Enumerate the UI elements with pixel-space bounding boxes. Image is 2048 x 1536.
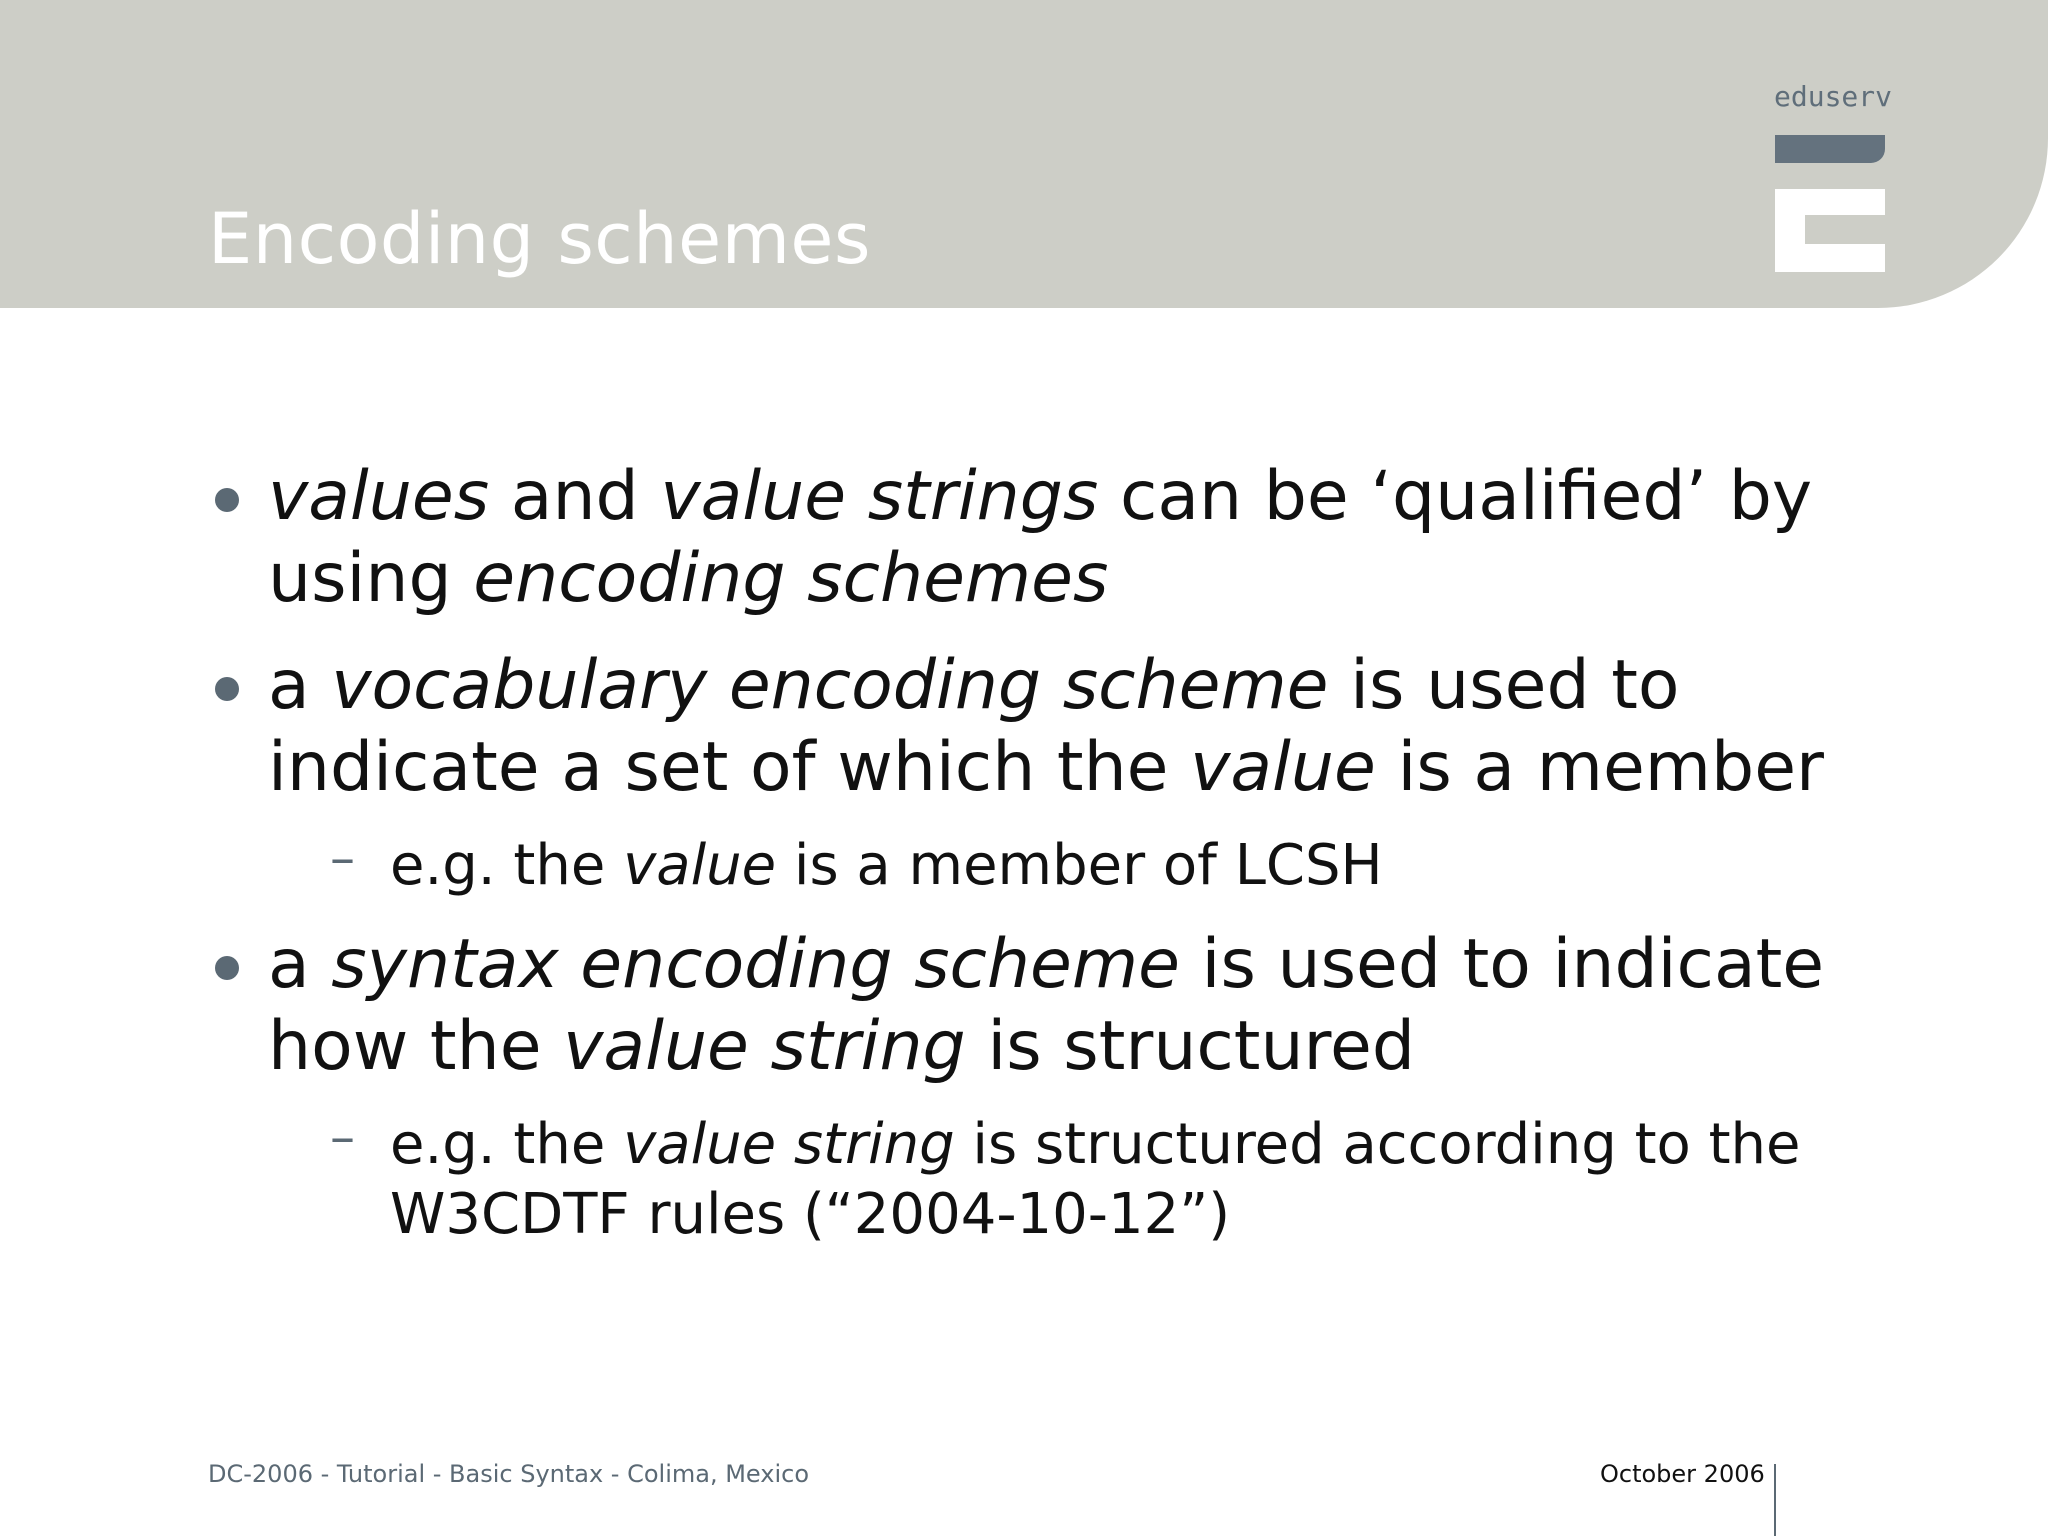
sub-bullet-dash-icon: – <box>330 829 355 887</box>
bullet-2-sub-line-1 <box>390 831 1383 901</box>
bullet-3-sub-line-1 <box>390 1110 1801 1180</box>
text-run: syntax encoding scheme <box>331 925 1180 1004</box>
bullet-3-sub-line-2 <box>390 1180 1230 1250</box>
text-run: can be ‘qualified’ by <box>1098 457 1813 536</box>
text-run: how the <box>268 1007 564 1086</box>
text-run: a <box>268 646 332 725</box>
text-run: e.g. the <box>390 1112 624 1177</box>
bullet-dot-icon <box>215 956 239 980</box>
text-run: value string <box>623 1112 955 1177</box>
bullet-1-line-2 <box>268 538 1108 620</box>
text-run: a <box>268 925 332 1004</box>
text-run: is a member of LCSH <box>776 833 1383 898</box>
footer-event: DC-2006 - Tutorial - Basic Syntax - Colima, Mexico <box>208 1460 810 1488</box>
text-run: value string <box>563 1007 966 1086</box>
text-run: values <box>268 457 490 536</box>
text-run: is a member <box>1375 728 1824 807</box>
bullet-3-line-1 <box>268 924 1824 1006</box>
bullet-dot-icon <box>215 677 239 701</box>
text-run: W3CDTF rules (“2004-10-12”) <box>390 1182 1231 1247</box>
slide-title: Encoding schemes <box>208 198 871 280</box>
text-run: value <box>1190 728 1376 807</box>
bullet-2-line-1 <box>268 645 1680 727</box>
bullet-3-line-2 <box>268 1006 1415 1088</box>
text-run: indicate a set of which the <box>268 728 1191 807</box>
text-run: is structured <box>965 1007 1416 1086</box>
eduserv-logo-text: eduserv <box>1774 80 1893 113</box>
text-run: encoding schemes <box>473 539 1109 618</box>
footer-date: October 2006 <box>1600 1460 1765 1488</box>
sub-bullet-dash-icon: – <box>330 1108 355 1166</box>
text-run: and <box>489 457 661 536</box>
bullet-2-line-2 <box>268 727 1824 809</box>
text-run: value strings <box>660 457 1099 536</box>
text-run: vocabulary encoding scheme <box>331 646 1329 725</box>
text-run: e.g. the <box>390 833 624 898</box>
bullet-1-line-1 <box>268 456 1812 538</box>
text-run: is structured according to the <box>954 1112 1801 1177</box>
text-run: using <box>268 539 474 618</box>
text-run: is used to indicate <box>1179 925 1825 1004</box>
footer-divider <box>1774 1464 1776 1536</box>
bullet-dot-icon <box>215 488 239 512</box>
text-run: is used to <box>1328 646 1680 725</box>
text-run: value <box>623 833 777 898</box>
